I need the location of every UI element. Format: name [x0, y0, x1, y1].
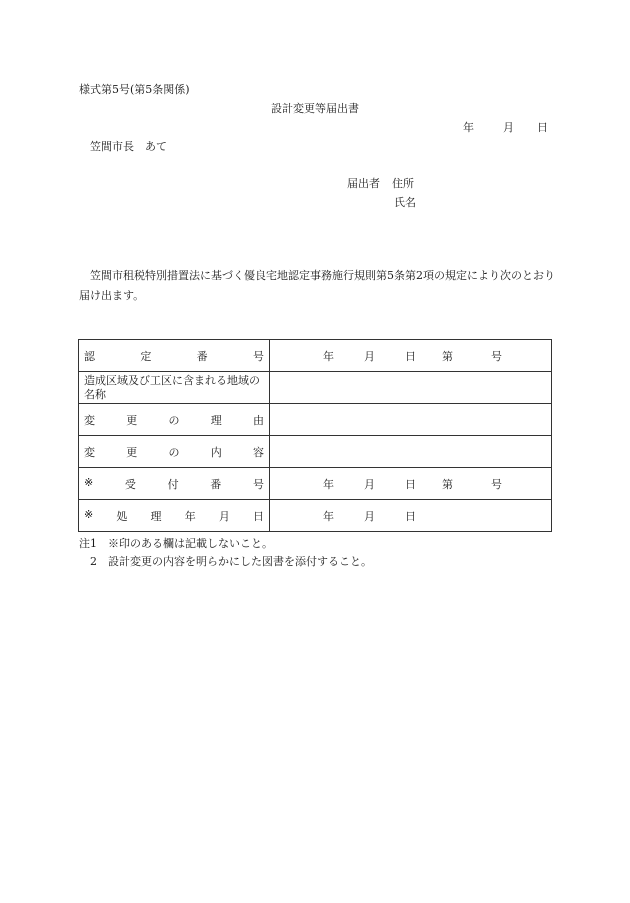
table-row	[79, 372, 552, 404]
value-char: 号	[491, 477, 502, 491]
label-char: ※	[84, 475, 94, 489]
application-table	[78, 339, 552, 532]
applicant-address-label: 住所	[392, 177, 414, 190]
value-char: 月	[364, 477, 375, 491]
row-value[interactable]	[270, 436, 552, 468]
label-char: 番	[210, 477, 222, 491]
value-char: 第	[442, 349, 453, 363]
label-char: 由	[253, 413, 264, 427]
label-char: 理	[210, 413, 222, 427]
value-char: 日	[405, 509, 416, 523]
label-char: 受	[124, 477, 136, 491]
row-value[interactable]	[270, 340, 552, 372]
date-line	[463, 119, 548, 135]
body-paragraph: 笠間市租税特別措置法に基づく優良宅地認定事務施行規則第5条第2項の規定により次のとおり届け出ます。	[79, 269, 555, 302]
value-char: 年	[323, 349, 334, 363]
value-char: 号	[491, 349, 502, 363]
table-row	[79, 436, 552, 468]
label-char: 更	[126, 413, 138, 427]
value-char: 年	[323, 477, 334, 491]
row-label	[79, 372, 270, 404]
applicant-label: 届出者	[347, 177, 380, 190]
table-row	[79, 340, 552, 372]
label-char: 年	[184, 509, 196, 523]
row-value[interactable]	[270, 468, 552, 500]
label-char: 付	[167, 477, 179, 491]
row-value[interactable]	[270, 372, 552, 404]
label-char: 内	[210, 445, 222, 459]
label-text: 造成区域及び工区に含まれる地域の名称	[84, 373, 260, 401]
label-char: 変	[84, 445, 95, 459]
date-day-label: 日	[537, 121, 548, 134]
row-label	[79, 436, 270, 468]
form-number: 様式第5号(第5条関係)	[79, 83, 190, 96]
label-char: 容	[253, 445, 264, 459]
note-1-text: ※印のある欄は記載しないこと。	[108, 537, 273, 550]
table-row	[79, 404, 552, 436]
label-char: 更	[126, 445, 138, 459]
table-row	[79, 500, 552, 532]
value-char: 日	[405, 349, 416, 363]
label-char: の	[168, 445, 180, 459]
value-char: 月	[364, 509, 375, 523]
label-char: 号	[252, 477, 264, 491]
note-2	[79, 553, 372, 571]
row-value[interactable]	[270, 404, 552, 436]
date-month-label: 月	[503, 121, 514, 134]
label-char: 変	[84, 413, 95, 427]
value-char: 月	[364, 349, 375, 363]
document-title: 設計変更等届出書	[271, 102, 359, 115]
notes	[79, 535, 372, 571]
label-char: ※	[84, 507, 94, 521]
label-char: 定	[140, 349, 152, 363]
label-char: の	[168, 413, 180, 427]
label-char: 処	[116, 509, 128, 523]
note-1	[79, 535, 372, 553]
value-char: 第	[442, 477, 453, 491]
applicant-block	[347, 175, 414, 191]
label-char: 理	[150, 509, 162, 523]
applicant-name-label: 氏名	[394, 196, 416, 209]
label-char: 認	[84, 349, 95, 363]
note-2-number: 2	[90, 555, 97, 568]
row-label	[79, 468, 270, 500]
value-char: 年	[323, 509, 334, 523]
row-label	[79, 404, 270, 436]
label-char: 号	[252, 349, 264, 363]
label-char: 月	[218, 509, 230, 523]
label-char: 日	[253, 509, 264, 523]
value-char: 日	[405, 477, 416, 491]
table-row	[79, 468, 552, 500]
note-1-number: 注1	[79, 537, 97, 550]
row-label	[79, 500, 270, 532]
addressee: 笠間市長 あて	[90, 140, 167, 153]
row-value[interactable]	[270, 500, 552, 532]
label-char: 番	[196, 349, 208, 363]
date-year-label: 年	[463, 121, 474, 134]
row-label	[79, 340, 270, 372]
note-2-text: 設計変更の内容を明らかにした図書を添付すること。	[108, 555, 372, 568]
